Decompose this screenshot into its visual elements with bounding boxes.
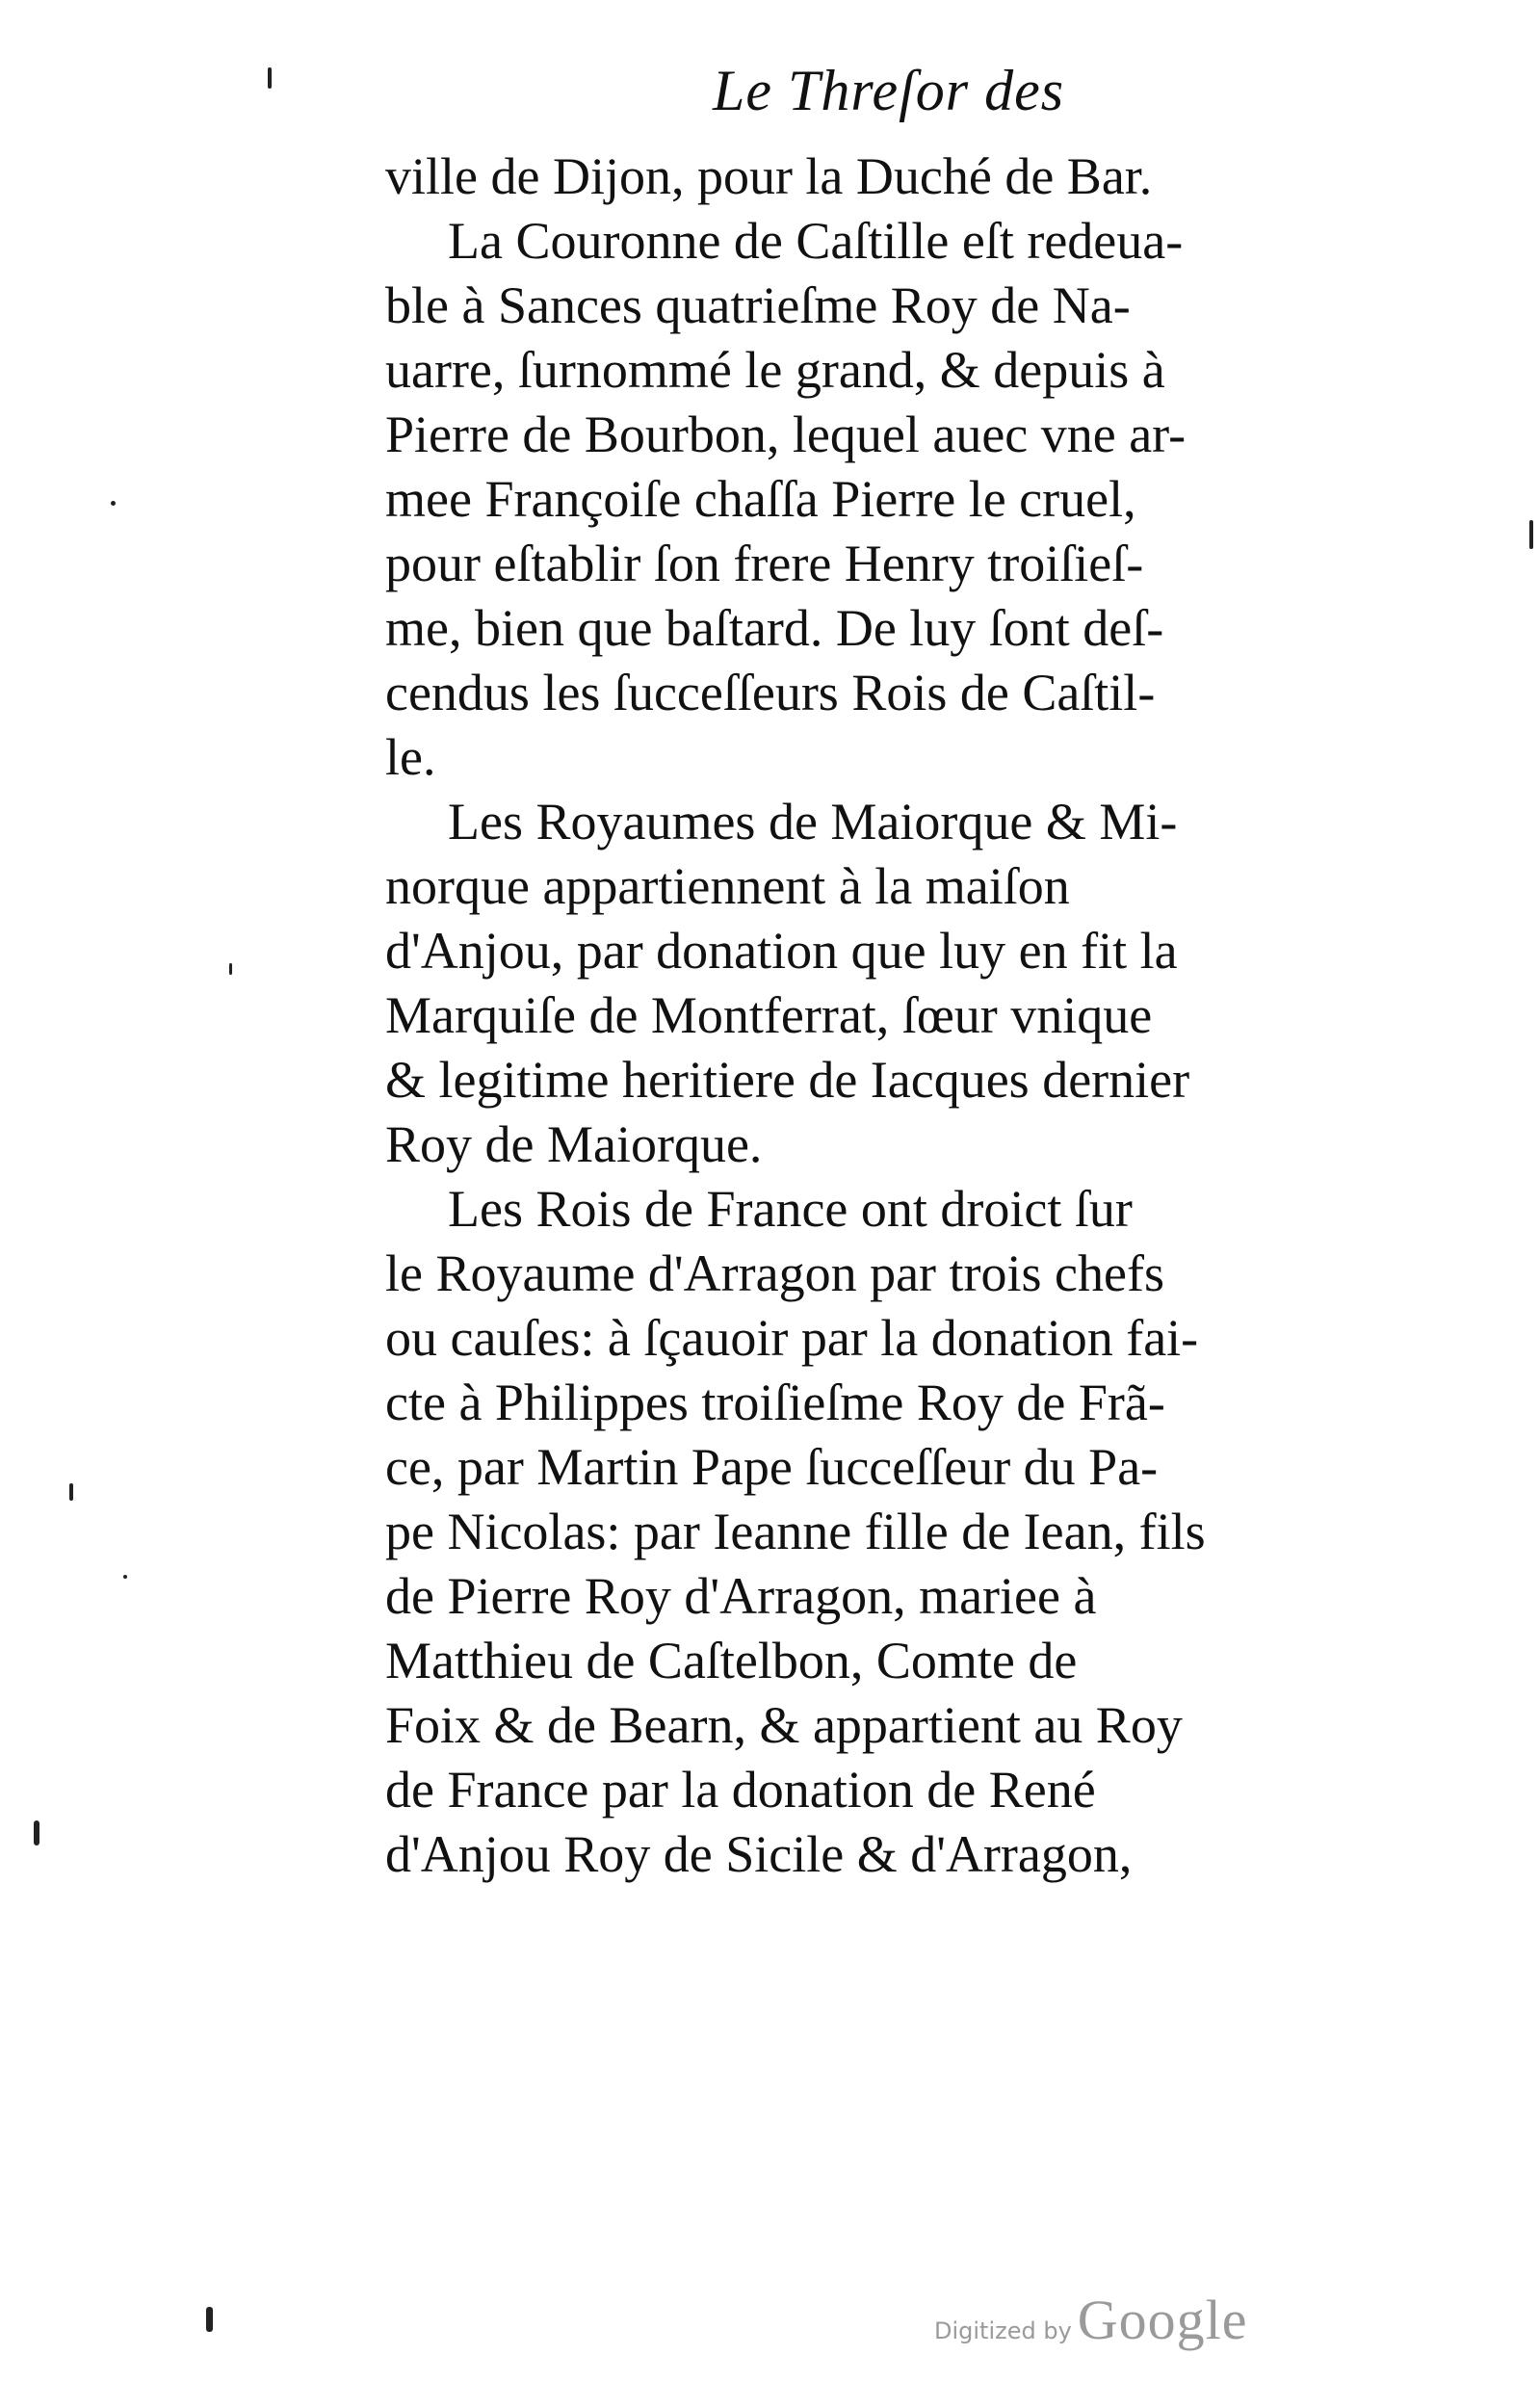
scan-speck [123,1575,127,1579]
scan-speck [69,1483,73,1501]
text-line: La Couronne de Caſtille eſt redeua- [448,212,1184,270]
text-line: cendus les ſucceſſeurs Rois de Caſtil- [385,664,1156,721]
scan-speck [206,2307,213,2332]
google-logo: Google [1077,2289,1248,2351]
text-line: d'Anjou Roy de Sicile & d'Arragon, [385,1825,1133,1883]
text-line: de Pierre Roy d'Arragon, mariee à [385,1567,1097,1625]
text-line: le. [385,728,436,786]
text-line: Les Royaumes de Maiorque & Mi- [448,793,1178,851]
text-line: ble à Sances quatrieſme Roy de Na- [385,276,1131,334]
scan-speck [34,1820,39,1845]
text-line: ce, par Martin Pape ſucceſſeur du Pa- [385,1438,1159,1496]
text-line: uarre, ſurnommé le grand, & depuis à [385,341,1165,399]
text-line: ville de Dijon, pour la Duché de Bar. [385,147,1153,205]
text-line: Les Rois de France ont droict ſur [448,1180,1133,1238]
digitized-by-label: Digitized by [934,2317,1072,2344]
google-watermark [934,2288,1248,2352]
text-line: Matthieu de Caſtelbon, Comte de [385,1632,1078,1689]
scan-speck [229,963,232,975]
text-line: me, bien que baſtard. De luy ſont deſ- [385,599,1164,657]
text-line: norque appartiennent à la maiſon [385,857,1070,915]
text-line: Roy de Maiorque. [385,1115,763,1173]
body-text [385,144,1425,1887]
text-line: ou cauſes: à ſçauoir par la donation fai- [385,1309,1199,1367]
running-head: Le Threſor des [713,59,1065,122]
scan-speck [111,501,116,506]
text-line: mee Françoiſe chaſſa Pierre le cruel, [385,470,1136,528]
text-line: de France par la donation de René [385,1761,1096,1819]
text-line: cte à Philippes troiſieſme Roy de Frã- [385,1374,1165,1431]
text-line: Foix & de Bearn, & appartient au Roy [385,1696,1183,1754]
scan-speck [1529,520,1533,549]
text-line: Marquiſe de Montferrat, ſœur vnique [385,986,1153,1044]
text-line: le Royaume d'Arragon par trois chefs [385,1244,1164,1302]
text-line: pe Nicolas: par Ieanne fille de Iean, fils [385,1503,1206,1560]
text-line: d'Anjou, par donation que luy en fit la [385,922,1178,980]
text-line: pour eſtablir ſon frere Henry troiſieſ- [385,535,1144,592]
scan-speck [268,67,272,89]
text-line: Pierre de Bourbon, lequel auec vne ar- [385,406,1187,463]
text-line: & legitime heritiere de Iacques dernier [385,1051,1190,1109]
